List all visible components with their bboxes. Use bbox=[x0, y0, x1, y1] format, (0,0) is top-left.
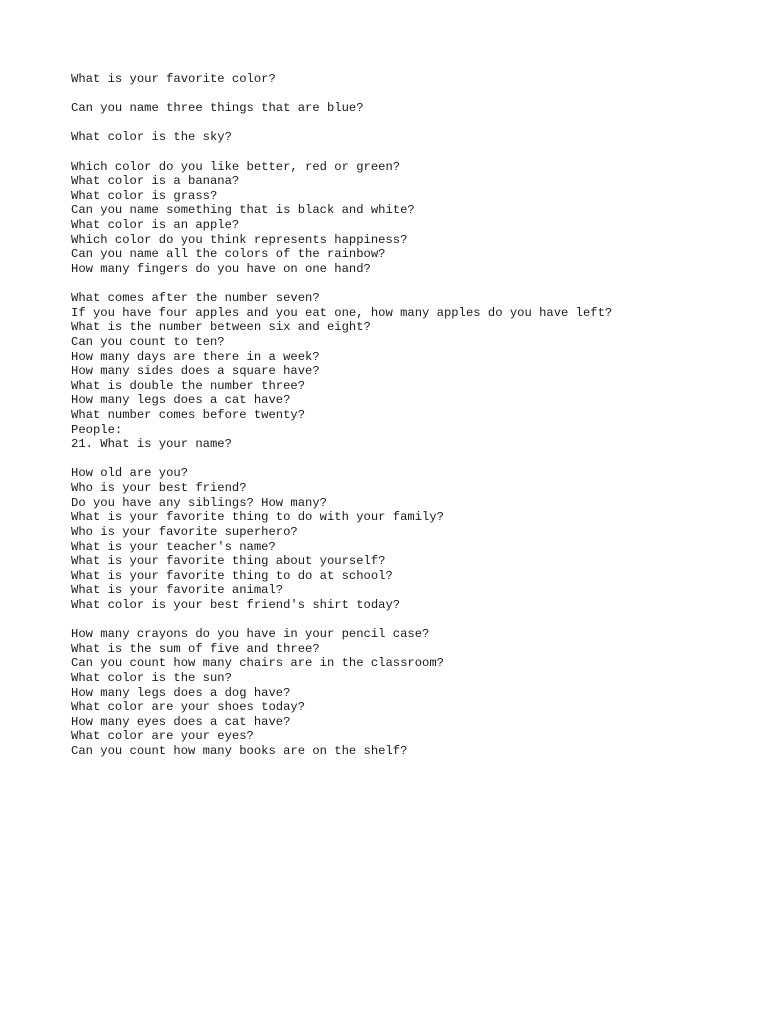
text-line: What number comes before twenty? bbox=[71, 408, 306, 423]
text-line: What is your favorite animal? bbox=[71, 583, 284, 598]
text-line: What color are your shoes today? bbox=[71, 700, 306, 715]
text-line: How old are you? bbox=[71, 466, 189, 481]
text-line: How many legs does a cat have? bbox=[71, 393, 291, 408]
blank-line bbox=[71, 116, 731, 131]
text-line: Can you count how many books are on the shelf? bbox=[71, 744, 408, 759]
text-line: Which color do you think represents happiness? bbox=[71, 232, 408, 247]
blank-line bbox=[71, 87, 731, 102]
text-line: What color is the sky? bbox=[71, 130, 232, 145]
text-line: Can you count to ten? bbox=[71, 334, 225, 349]
text-line: How many legs does a dog have? bbox=[71, 685, 291, 700]
text-line: If you have four apples and you eat one, how many apples do you have left? bbox=[71, 305, 613, 320]
text-line: Who is your best friend? bbox=[71, 481, 247, 496]
text-line: What color are your eyes? bbox=[71, 729, 254, 744]
text-line: How many crayons do you have in your pencil case? bbox=[71, 627, 430, 642]
blank-line bbox=[71, 145, 731, 160]
text-line: What is your favorite thing to do with your family? bbox=[71, 510, 444, 525]
question-list bbox=[71, 72, 731, 759]
text-line: Which color do you like better, red or green? bbox=[71, 159, 401, 174]
text-line: What is double the number three? bbox=[71, 378, 306, 393]
text-line: What color is grass? bbox=[71, 188, 218, 203]
text-line: How many eyes does a cat have? bbox=[71, 714, 291, 729]
text-line: What color is the sun? bbox=[71, 670, 232, 685]
text-line: How many fingers do you have on one hand? bbox=[71, 261, 371, 276]
blank-line bbox=[71, 452, 731, 467]
text-line: How many days are there in a week? bbox=[71, 349, 320, 364]
text-line: What is the number between six and eight? bbox=[71, 320, 371, 335]
text-line: What color is your best friend's shirt today? bbox=[71, 597, 401, 612]
text-line: How many sides does a square have? bbox=[71, 364, 320, 379]
text-line: What is your favorite thing to do at school? bbox=[71, 568, 393, 583]
text-line: What is your favorite thing about yourself? bbox=[71, 554, 386, 569]
text-line: 21. What is your name? bbox=[71, 437, 232, 452]
text-line: What is your favorite color? bbox=[71, 72, 276, 86]
blank-line bbox=[71, 613, 731, 628]
text-line: What is the sum of five and three? bbox=[71, 641, 320, 656]
text-line: What is your teacher's name? bbox=[71, 539, 276, 554]
blank-line bbox=[71, 277, 731, 292]
text-line: Can you name something that is black and white? bbox=[71, 203, 415, 218]
text-line: People: bbox=[71, 422, 123, 437]
text-line: What color is a banana? bbox=[71, 174, 240, 189]
text-line: What color is an apple? bbox=[71, 218, 240, 233]
text-line: Can you name three things that are blue? bbox=[71, 101, 364, 116]
text-line: Can you count how many chairs are in the classroom? bbox=[71, 656, 444, 671]
text-line: What comes after the number seven? bbox=[71, 291, 320, 306]
text-line: Can you name all the colors of the rainbow? bbox=[71, 247, 386, 262]
text-line: Do you have any siblings? How many? bbox=[71, 495, 327, 510]
text-line: Who is your favorite superhero? bbox=[71, 524, 298, 539]
